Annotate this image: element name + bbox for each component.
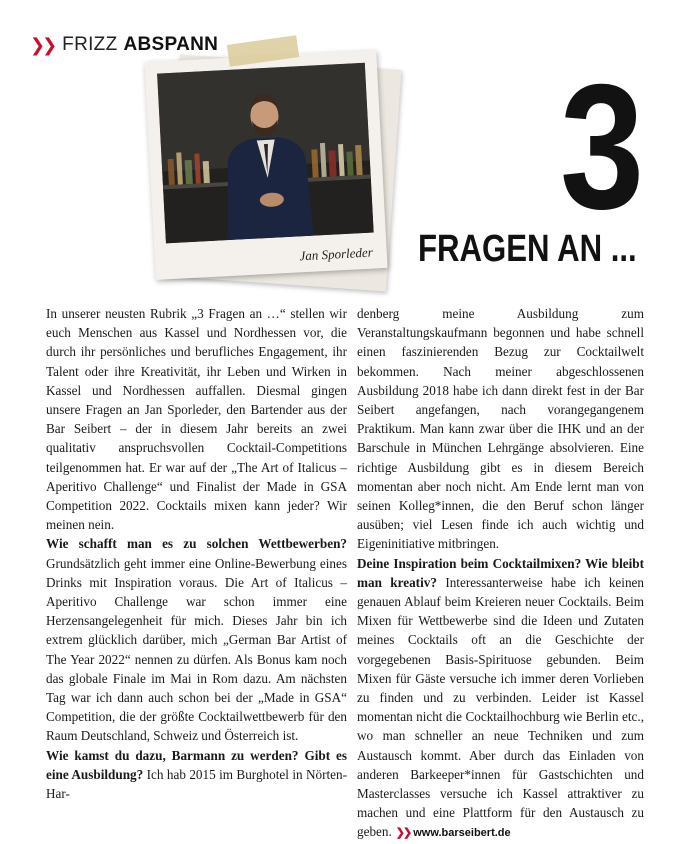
answer-2-continued: denberg meine Ausbildung zum Veranstaltungskaufmann begonnen und habe schnell einen faszinierenden Bezug zur Cocktailwelt bekommen. Nach meiner abgeschlossenen Ausbildung 2018 habe ich dann direkt fest in der Bar Seibert angefangen, nach vorangegangenem Praktikum. Man kann zwar über die IHK und an der Barschule in München Lehrgänge absolvieren. Eine richtige Ausbildung gibt es in diesem Bereich momentan aber noch nicht. Am Ende lernt man von seinen Kolleg*innen, die den Beruf schon länger ausüben; viel Lesen finde ich auch wichtig und Eigeninitiative mitbringen. (357, 306, 644, 552)
question-2: Wie kamst du dazu, Barmann zu werden? Gibt es eine Ausbildung? (46, 747, 347, 782)
portrait-illustration (157, 63, 374, 244)
website-url: www.barseibert.de (413, 827, 511, 840)
section-name: ABSPANN (123, 34, 219, 55)
qa-block-3 (357, 554, 644, 844)
title-number: 3 (560, 47, 645, 246)
answer-2-start: Ich hab 2015 im Burghotel in Nörten-Har- (46, 766, 348, 802)
brand-name: FRIZZ (62, 34, 118, 55)
article-column-2 (357, 304, 644, 844)
qa-block-2 (46, 746, 347, 804)
section-header (30, 34, 218, 56)
portrait-photo (157, 63, 374, 244)
answer-1: Grundsätzlich geht immer eine Online-Bewerbung eines Drinks mit Inspiration voraus. Die Art of Italicus – Aperitivo Challenge war schon immer eine Herzensangelegenheit für mich. Dieses Jahr bin ich extrem glücklich darüber, mich „German Bar Artist of The Year 2022“ nennen zu dürfen. Als Bonus kam noch das globale Finale im Mai in Rom dazu. Am nächsten Tag war ich dann auch schon bei der „Made in GSA“ Competition, die der größte Cocktailwettbewerb für den Raum Deutschland, Schweiz und Österreich ist. (46, 555, 347, 744)
intro-paragraph: In unserer neusten Rubrik „3 Fragen an …“ stellen wir euch Menschen aus Kassel und Nordhessen vor, die durch ihr persönliches und berufliches Engagement, ihr Talent oder ihre Kreativität, ihr Leben und Wirken in Kassel und Nordhessen auffallen. Diesmal gingen unsere Fragen an Jan Sporleder, den Bartender aus der Bar Seibert – der in diesem Jahr bereits an zwei qualitativ anspruchsvollen Cocktail-Competitions teilgenommen hat. Er war auf der „The Art of Italicus – Aperitivo Challenge“ und Finalist der Made in GSA Competition 2022. Cocktails mixen kann jeder? Wir meinen nein. (46, 306, 347, 533)
website-link[interactable] (392, 827, 511, 839)
answer-3: Interessanterweise habe ich keinen genauen Ablauf beim Kreieren neuer Cocktails. Beim Mixen für Wettbewerbe sind die Ideen und Zutaten meines Cocktails oft an die Geschichte der vorgegebenen Basis-Spirituose gebunden. Beim Mixen für Gäste versuche ich immer deren Vorlieben zu finden und zu verbinden. Leider ist Kassel momentan nicht die Cocktailhochburg wie Berlin etc., wo man schneller an neue Techniken und zum Austausch kommt. Aber durch das Einladen von anderen Barkeeper*innen für Gastschichten und Masterclasses versuche ich Kassel attraktiver zu machen und eine Plattform für den Austausch zu geben. (357, 574, 644, 840)
title-text: FRAGEN AN ... (418, 228, 637, 270)
question-1: Wie schafft man es zu solchen Wettbewerben? (46, 536, 347, 552)
question-3: Deine Inspiration beim Cocktailmixen? Wie bleibt man kreativ? (357, 555, 644, 590)
double-chevron-icon: ❯❯ (395, 827, 411, 840)
polaroid-photo (144, 50, 387, 280)
qa-block-1 (46, 534, 347, 745)
double-chevron-icon: ❯❯ (30, 34, 55, 55)
photo-caption: Jan Sporleder (299, 244, 374, 264)
article-column-1 (46, 304, 347, 803)
